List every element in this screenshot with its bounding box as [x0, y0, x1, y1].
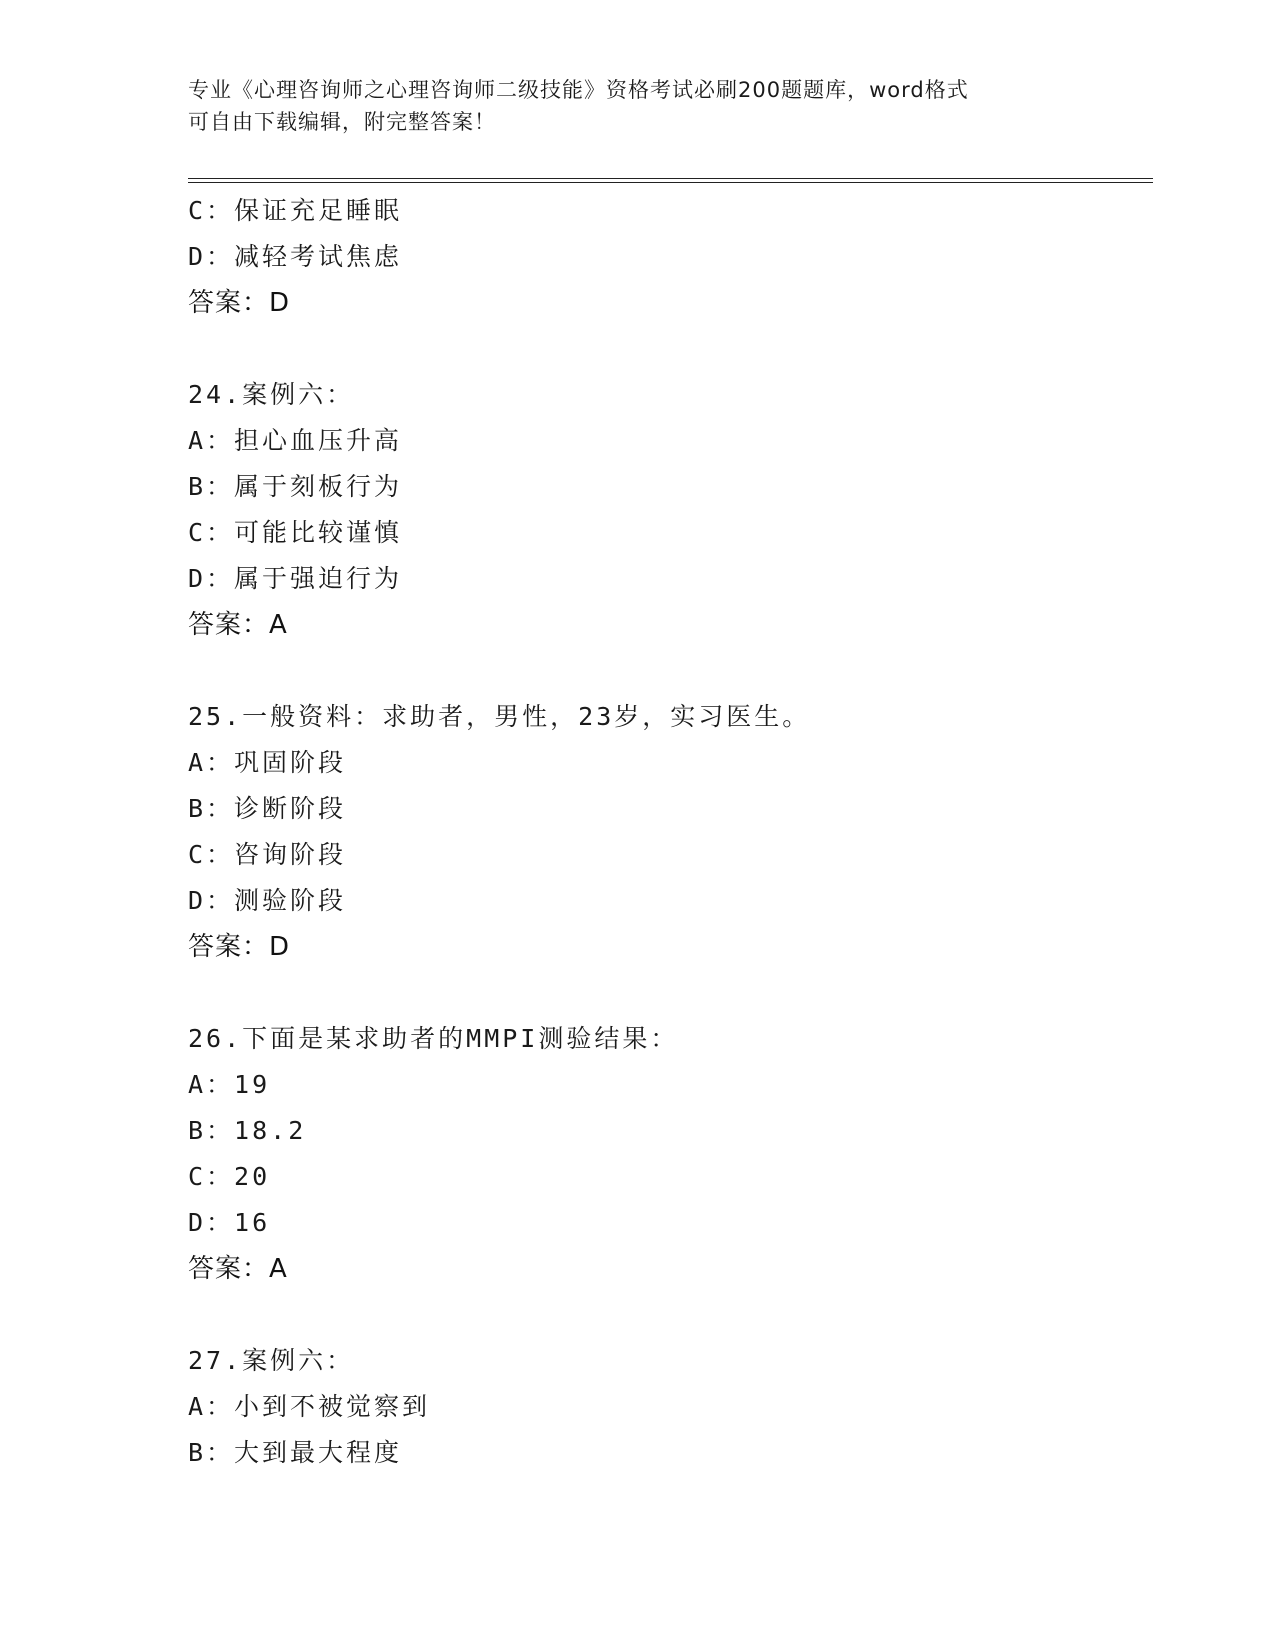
question-block — [188, 188, 1148, 326]
question-list — [188, 188, 1148, 1476]
option: C：20 — [188, 1162, 271, 1191]
answer-line: 答案：A — [188, 610, 288, 640]
answer-line: 答案：D — [188, 932, 291, 962]
option: C：可能比较谨慎 — [188, 518, 403, 547]
question-title: 27.案例六： — [188, 1346, 355, 1375]
option: C：咨询阶段 — [188, 840, 347, 869]
question-block — [188, 372, 1148, 648]
answer-line: 答案：D — [188, 288, 291, 318]
document-header — [188, 74, 1068, 138]
question-title: 24.案例六： — [188, 380, 355, 409]
option: D：属于强迫行为 — [188, 564, 403, 593]
option: D：16 — [188, 1208, 271, 1237]
header-line-2: 可自由下载编辑，附完整答案！ — [188, 110, 496, 134]
question-title: 25.一般资料：求助者，男性，23岁，实习医生。 — [188, 702, 811, 731]
header-divider — [188, 178, 1153, 183]
option: D：减轻考试焦虑 — [188, 242, 403, 271]
answer-line: 答案：A — [188, 1254, 288, 1284]
option: B：18.2 — [188, 1116, 307, 1145]
option: B：属于刻板行为 — [188, 472, 403, 501]
question-title: 26.下面是某求助者的MMPI测验结果： — [188, 1024, 679, 1053]
option: A：巩固阶段 — [188, 748, 347, 777]
question-block — [188, 1016, 1148, 1292]
option: C：保证充足睡眠 — [188, 196, 403, 225]
question-block — [188, 694, 1148, 970]
option: B：诊断阶段 — [188, 794, 347, 823]
option: A：19 — [188, 1070, 271, 1099]
option: B：大到最大程度 — [188, 1438, 403, 1467]
option: A：小到不被觉察到 — [188, 1392, 431, 1421]
option: A：担心血压升高 — [188, 426, 403, 455]
header-line-1: 专业《心理咨询师之心理咨询师二级技能》资格考试必刷200题题库，word格式 — [188, 78, 969, 102]
option: D：测验阶段 — [188, 886, 347, 915]
question-block — [188, 1338, 1148, 1476]
